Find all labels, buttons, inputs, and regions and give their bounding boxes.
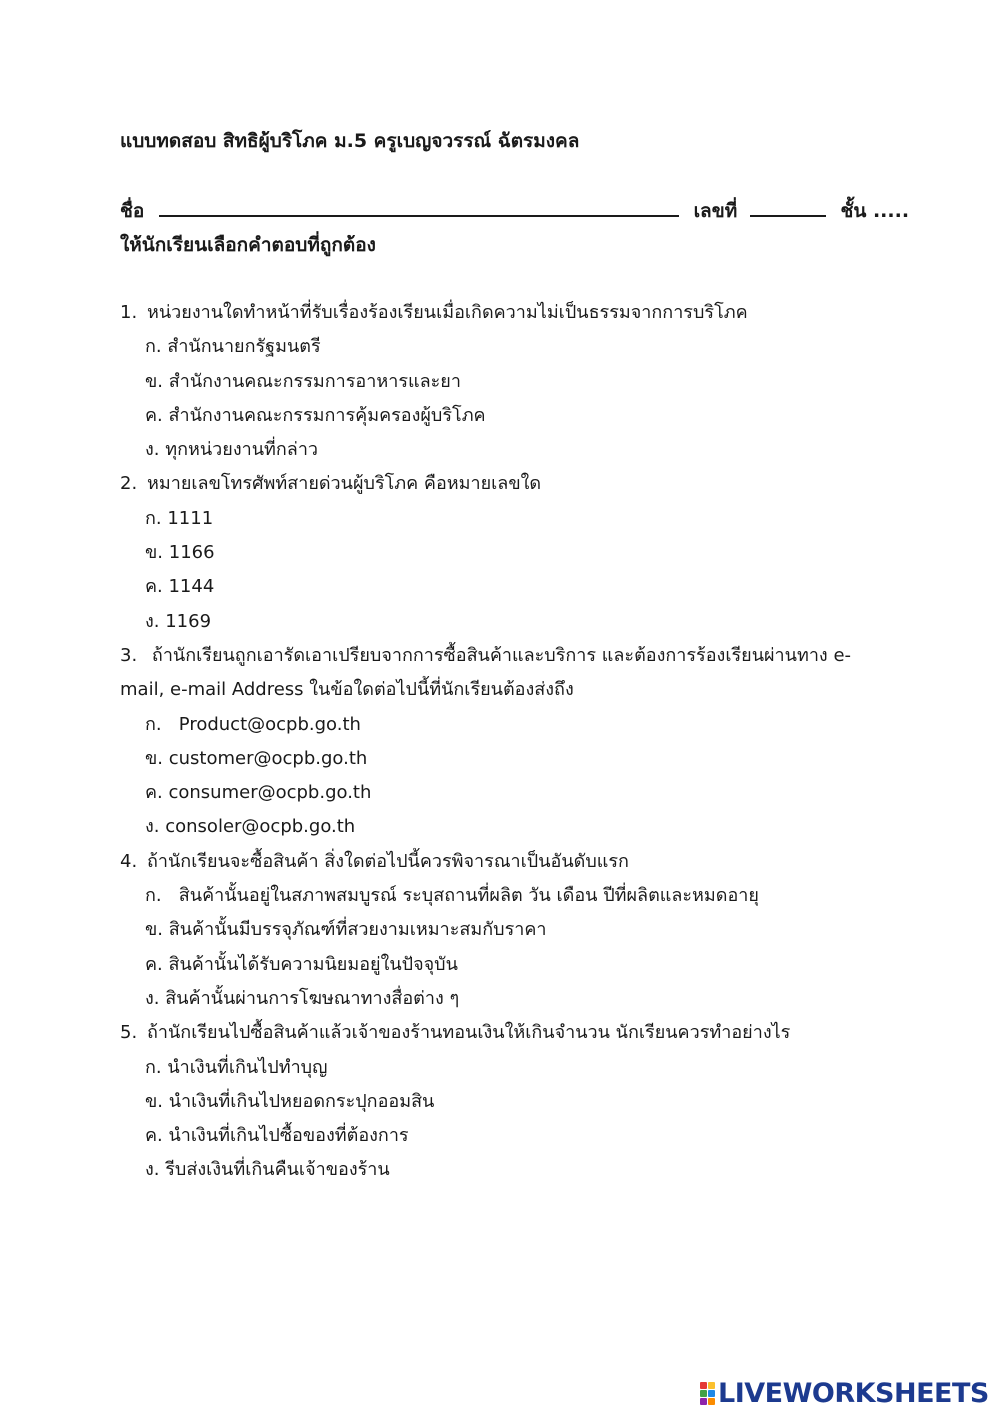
answer-option[interactable]: ก. Product@ocpb.go.th — [145, 713, 361, 735]
question-2 — [120, 467, 880, 638]
question-stem: หน่วยงานใดทำหน้าที่รับเรื่องร้องเรียนเมื่อเกิดความไม่เป็นธรรมจากการบริโภค — [147, 302, 748, 323]
answer-option[interactable]: ค. สำนักงานคณะกรรมการคุ้มครองผู้บริโภค — [145, 404, 486, 426]
question-number: 5. — [120, 1022, 138, 1044]
name-blank[interactable] — [159, 197, 679, 217]
liveworksheets-blocks-icon — [700, 1382, 715, 1405]
question-text — [120, 1016, 880, 1050]
answer-option[interactable]: ก. นำเงินที่เกินไปทำบุญ — [145, 1056, 328, 1078]
answer-option[interactable]: ง. รีบส่งเงินที่เกินคืนเจ้าของร้าน — [145, 1159, 390, 1181]
number-label: เลขที่ — [693, 200, 738, 222]
class-label: ชั้น ..... — [840, 200, 910, 222]
question-stem: หมายเลขโทรศัพท์สายด่วนผู้บริโภค คือหมายเลขใด — [147, 473, 542, 495]
question-text — [120, 467, 880, 501]
logo-block — [708, 1398, 715, 1405]
logo-block — [708, 1382, 715, 1389]
question-number: 3. — [120, 644, 138, 666]
answer-option[interactable]: ข. สำนักงานคณะกรรมการอาหารและยา — [145, 370, 461, 392]
question-4 — [120, 845, 880, 1016]
question-text — [120, 845, 880, 879]
question-text — [120, 296, 880, 330]
question-1 — [120, 296, 880, 467]
answer-option[interactable]: ค. สินค้านั้นได้รับความนิยมอยู่ในปัจจุบัน — [145, 953, 458, 975]
worksheet-title: แบบทดสอบ สิทธิผู้บริโภค ม.5 ครูเบญจวรรณ์ ฉัตรมงคล — [120, 130, 580, 152]
logo-text: LIVEWORKSHEETS — [718, 1378, 989, 1409]
answer-option[interactable]: ข. customer@ocpb.go.th — [145, 747, 368, 769]
student-info-row — [120, 196, 909, 226]
answer-option[interactable]: ก. สำนักนายกรัฐมนตรี — [145, 336, 321, 358]
liveworksheets-logo[interactable] — [700, 1378, 989, 1409]
answer-option[interactable]: ค. 1144 — [145, 576, 215, 598]
answer-option[interactable]: ง. ทุกหน่วยงานที่กล่าว — [145, 439, 319, 461]
question-number: 2. — [120, 473, 138, 495]
logo-block — [700, 1382, 707, 1389]
question-stem: ถ้านักเรียนจะซื้อสินค้า สิ่งใดต่อไปนี้ควรพิจารณาเป็นอันดับแรก — [147, 850, 629, 872]
answer-option[interactable]: ง. consoler@ocpb.go.th — [145, 816, 356, 838]
answer-option[interactable]: ก. 1111 — [145, 507, 214, 529]
question-list — [120, 296, 880, 1188]
question-5 — [120, 1016, 880, 1187]
logo-block — [700, 1390, 707, 1397]
question-number: 1. — [120, 302, 138, 323]
answer-option[interactable]: ข. สินค้านั้นมีบรรจุภัณฑ์ที่สวยงามเหมาะสมกับราคา — [145, 919, 547, 941]
question-text — [120, 639, 880, 708]
answer-option[interactable]: ข. นำเงินที่เกินไปหยอดกระปุกออมสิน — [145, 1090, 435, 1112]
question-stem: ถ้านักเรียนถูกเอารัดเอาเปรียบจากการซื้อสินค้าและบริการ และต้องการร้องเรียนผ่านทาง e-mail, e-mail Address ในข้อใดต่อไปนี้ที่นักเรียนต้องส่งถึง — [120, 644, 852, 701]
answer-option[interactable]: ข. 1166 — [145, 542, 215, 564]
question-stem: ถ้านักเรียนไปซื้อสินค้าแล้วเจ้าของร้านทอนเงินให้เกินจำนวน นักเรียนควรทำอย่างไร — [147, 1022, 791, 1044]
question-3 — [120, 639, 880, 845]
name-label: ชื่อ — [120, 200, 145, 222]
answer-option[interactable]: ง. สินค้านั้นผ่านการโฆษณาทางสื่อต่าง ๆ — [145, 987, 460, 1009]
answer-option[interactable]: ค. นำเงินที่เกินไปซื้อของที่ต้องการ — [145, 1125, 409, 1147]
instruction: ให้นักเรียนเลือกคำตอบที่ถูกต้อง — [120, 234, 376, 256]
question-number: 4. — [120, 850, 138, 872]
logo-block — [708, 1390, 715, 1397]
answer-option[interactable]: ค. consumer@ocpb.go.th — [145, 782, 372, 804]
logo-block — [700, 1398, 707, 1405]
number-blank[interactable] — [750, 197, 826, 217]
answer-option[interactable]: ง. 1169 — [145, 610, 212, 632]
answer-option[interactable]: ก. สินค้านั้นอยู่ในสภาพสมบูรณ์ ระบุสถานที่ผลิต วัน เดือน ปีที่ผลิตและหมดอายุ — [145, 885, 759, 907]
